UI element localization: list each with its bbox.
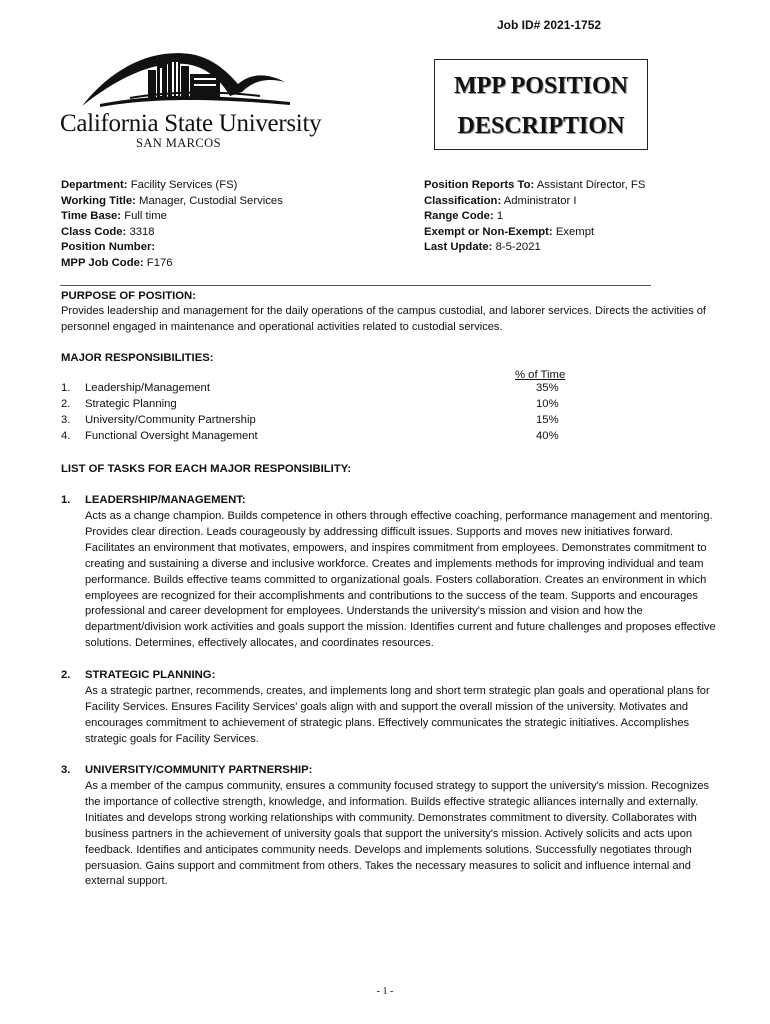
left-info <box>61 178 283 272</box>
logo-name: California State University <box>60 110 322 137</box>
page-number: - 1 - <box>376 986 394 997</box>
task-text: Acts as a change champion. Builds competence in others through effective coaching, performance management and mentoring. Provides clear direction. Leads courageously by addressing difficult issues. Supports and moves new initiatives forward. Facilitates an environment that motivates, empowers, and inspires commitment from employees. Demonstrates commitment to creating and sustaining a diverse and inclusive workforce. Creates and implements methods for improving individual and team performance. Builds effective teams committed to organizational goals. Fosters collaboration. Creates an environment in which employees are recognized for their accomplishments and contributions to the success of the team. Supports and encourages professional and career development for employees. Understands the university's mission and vision and how the department/division work activities and goals support the mission. Identifies current and future challenges and proposes effective solutions. Determines, effectively allocates, and coordinates resources. <box>85 510 716 650</box>
info-value: F176 <box>146 256 173 269</box>
info-label: Time Base: <box>61 210 122 223</box>
info-value: 8-5-2021 <box>495 241 541 254</box>
campus-skyline-icon <box>60 44 320 114</box>
info-label: Classification: <box>424 194 502 207</box>
info-label: Position Number: <box>61 241 156 254</box>
info-label: Last Update: <box>424 241 493 254</box>
item-num: 4. <box>61 430 71 442</box>
task-2 <box>61 667 726 748</box>
task-heading: UNIVERSITY/COMMUNITY PARTNERSHIP: <box>85 764 313 776</box>
task-text: As a strategic partner, recommends, creates, and implements long and short term strategic plan goals and operational plans for Facility Services. Ensures Facility Services' goals align with and support the overall mission of the university. Motivates and encourages commitment to achievement of strategic plans. Effectively communicates the strategic initiatives. Accomplishes strategic goals for Facility Services. <box>85 685 710 745</box>
item-num: 2. <box>61 398 71 410</box>
info-label: Department: <box>61 179 128 191</box>
task-num: 1. <box>61 494 71 506</box>
job-id: Job ID# 2021-1752 <box>497 18 602 32</box>
divider <box>60 285 651 286</box>
major-heading: MAJOR RESPONSIBILITIES: <box>61 352 214 364</box>
item-pct: 35% <box>536 382 559 394</box>
info-label: MPP Job Code: <box>61 256 144 269</box>
info-label: Class Code: <box>61 225 127 238</box>
purpose-section <box>61 288 721 336</box>
item-num: 3. <box>61 414 71 426</box>
info-value: 1 <box>496 210 504 223</box>
task-text: As a member of the campus community, ensures a community focused strategy to support the university's mission. Recognizes the importance of collective strength, knowledge, and information. Builds effective strategic alliances internally and externally. Initiates and develops strong working relationships with community. Demonstrates commitment to diversity. Collaborates with business partners in the achievement of university goals that support the university's mission. Actively solicits and acts upon feedback. Identifies and anticipates community needs. Develops and implements solutions. Successfully negotiates through persuasion. Gains support and commitment from others. Takes the necessary measures to solicit and influence internal and external support. <box>85 780 710 888</box>
info-row <box>424 194 645 210</box>
item-pct: 40% <box>536 430 559 442</box>
item-name: Strategic Planning <box>85 398 177 410</box>
info-value: Administrator I <box>503 194 577 207</box>
list-item <box>61 398 177 410</box>
info-row <box>61 225 283 241</box>
info-row <box>61 256 283 272</box>
title-line1: MPP POSITION <box>453 73 628 99</box>
task-heading: STRATEGIC PLANNING: <box>85 669 216 681</box>
info-row <box>61 240 283 256</box>
task-heading: LEADERSHIP/MANAGEMENT: <box>85 494 246 506</box>
logo-sub: SAN MARCOS <box>136 136 221 150</box>
csusm-logo <box>60 44 320 154</box>
info-label: Exempt or Non-Exempt: <box>424 225 553 238</box>
info-row <box>424 225 645 241</box>
purpose-heading: PURPOSE OF POSITION: <box>61 290 196 302</box>
info-row <box>424 178 645 194</box>
info-value: Manager, Custodial Services <box>139 194 283 207</box>
info-row <box>61 178 283 194</box>
pct-header: % of Time <box>515 369 566 381</box>
info-label: Working Title: <box>61 194 136 207</box>
title-line2: DESCRIPTION <box>457 113 625 139</box>
info-label: Range Code: <box>424 210 494 223</box>
task-3 <box>61 762 726 890</box>
list-item <box>61 382 210 394</box>
title-box <box>434 59 648 150</box>
info-label: Position Reports To: <box>424 179 535 191</box>
right-info <box>424 178 645 256</box>
purpose-text: Provides leadership and management for the daily operations of the campus custodial, and laborer services. Directs the activities of personnel engaged in maintenance and operational activities related to custodial services. <box>61 305 707 333</box>
task-num: 3. <box>61 764 71 776</box>
info-value: Facility Services (FS) <box>130 179 238 191</box>
info-value: 3318 <box>129 225 155 238</box>
task-num: 2. <box>61 669 71 681</box>
info-value: Assistant Director, FS <box>536 179 646 191</box>
item-pct: 15% <box>536 414 559 426</box>
tasks-heading: LIST OF TASKS FOR EACH MAJOR RESPONSIBILITY: <box>61 463 352 475</box>
item-pct: 10% <box>536 398 559 410</box>
info-row <box>424 209 645 225</box>
item-name: Leadership/Management <box>85 382 210 394</box>
info-value: Full time <box>124 210 167 223</box>
item-num: 1. <box>61 382 71 394</box>
info-row <box>61 194 283 210</box>
list-item <box>61 430 258 442</box>
info-row <box>61 209 283 225</box>
item-name: University/Community Partnership <box>85 414 256 426</box>
task-1 <box>61 492 726 652</box>
item-name: Functional Oversight Management <box>85 430 258 442</box>
info-value: Exempt <box>555 225 595 238</box>
list-item <box>61 414 256 426</box>
info-row <box>424 240 645 256</box>
